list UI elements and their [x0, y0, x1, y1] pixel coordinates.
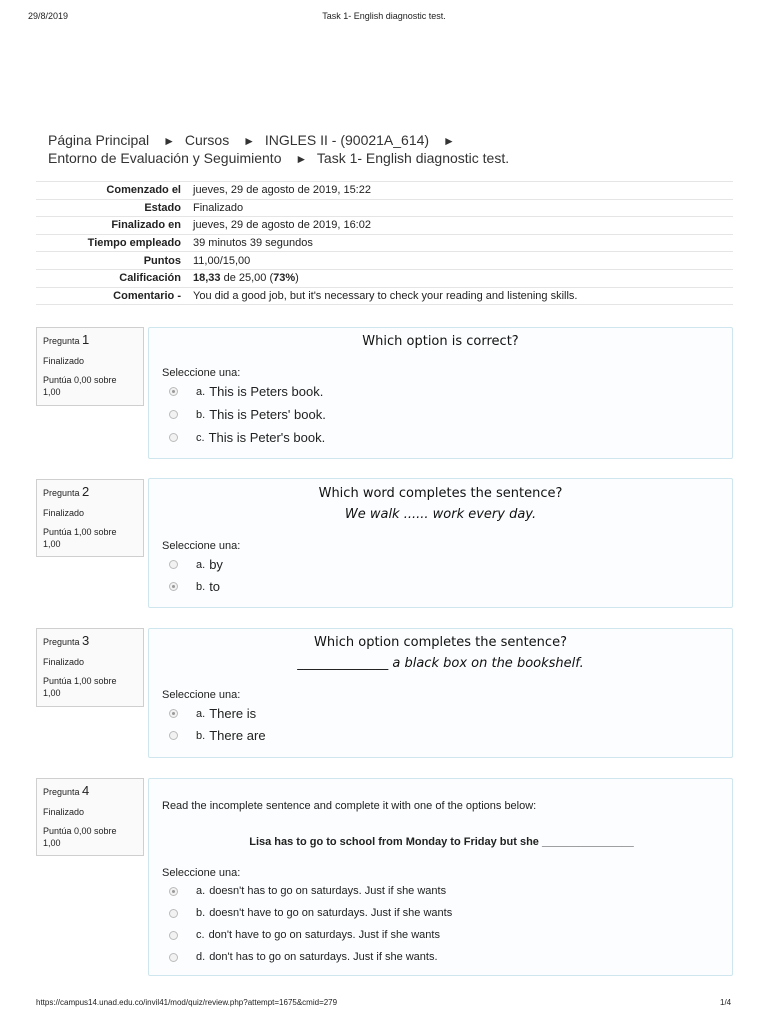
radio-icon[interactable] [169, 387, 178, 396]
question-box-1 [148, 327, 733, 459]
summary-label: Calificación [119, 272, 181, 285]
option-letter: b. [196, 580, 206, 593]
question-max: 1,00 [43, 688, 61, 698]
option-c[interactable] [169, 929, 440, 941]
question-box-4 [148, 778, 733, 976]
question-info-4 [36, 778, 144, 856]
question-label: Pregunta [43, 336, 80, 346]
question-title: Which word completes the sentence? [318, 486, 563, 501]
breadcrumb-course-link[interactable]: INGLES II - (90021A_614) [264, 132, 430, 148]
grade-score: 18,33 [193, 272, 221, 285]
question-box-3 [148, 628, 733, 758]
select-one-label: Seleccione una: [162, 540, 241, 552]
summary-value [189, 269, 733, 287]
question-sentence: Lisa has to go to school from Monday to Friday but she _______________ [249, 836, 634, 848]
option-letter: c. [196, 431, 205, 444]
summary-row-comment [36, 287, 733, 305]
question-title: Which option is correct? [362, 334, 519, 349]
radio-icon[interactable] [169, 887, 178, 896]
summary-row-points [36, 252, 733, 270]
summary-label: Puntos [143, 254, 181, 267]
print-url: https://campus14.unad.edu.co/invil41/mod/quiz/review.php?attempt=1675&cmid=279 [36, 998, 338, 1007]
option-text: to [209, 579, 221, 594]
option-b[interactable] [169, 728, 266, 743]
summary-row-started [36, 182, 733, 200]
option-c[interactable] [169, 430, 325, 445]
select-one-label: Seleccione una: [162, 367, 241, 379]
option-a[interactable] [169, 706, 256, 721]
option-d[interactable] [169, 951, 438, 963]
summary-label: Comenzado el [106, 184, 181, 197]
summary-label: Finalizado en [111, 219, 181, 232]
question-max: 1,00 [43, 387, 61, 397]
print-title: Task 1- English diagnostic test. [322, 11, 446, 21]
summary-value: 39 minutos 39 segundos [193, 237, 313, 250]
summary-label: Comentario - [113, 289, 181, 302]
breadcrumb-courses-link[interactable]: Cursos [184, 132, 230, 148]
option-letter: d. [196, 951, 206, 963]
summary-label: Tiempo empleado [87, 237, 181, 250]
option-letter: b. [196, 408, 206, 421]
question-subtitle: We walk ...... work every day. [344, 507, 537, 522]
question-number: 4 [82, 783, 90, 798]
option-text: This is Peters book. [209, 384, 324, 399]
question-intro: Read the incomplete sentence and complete it with one of the options below: [162, 800, 537, 812]
question-info-2 [36, 479, 144, 557]
question-label: Pregunta [43, 637, 80, 647]
question-status: Finalizado [43, 508, 85, 518]
question-title: Which option completes the sentence? [314, 635, 567, 650]
radio-icon[interactable] [169, 953, 178, 962]
breadcrumb-section-link[interactable]: Entorno de Evaluación y Seguimiento [48, 150, 282, 166]
option-text: This is Peters' book. [209, 407, 326, 422]
question-subtitle: ______________ a black box on the bookshelf. [297, 656, 584, 671]
option-text: There are [209, 728, 266, 743]
radio-icon[interactable] [169, 433, 178, 442]
option-text: by [209, 557, 223, 572]
question-score: Puntúa 1,00 sobre [43, 676, 117, 686]
question-status: Finalizado [43, 657, 85, 667]
breadcrumb-arrow-icon: ► [295, 152, 308, 166]
select-one-label: Seleccione una: [162, 689, 241, 701]
radio-icon[interactable] [169, 709, 178, 718]
radio-icon[interactable] [169, 582, 178, 591]
question-info-3 [36, 628, 144, 707]
grade-percent: 73% [273, 272, 296, 285]
question-max: 1,00 [43, 838, 61, 848]
breadcrumb-arrow-icon: ► [442, 134, 455, 148]
radio-icon[interactable] [169, 931, 178, 940]
radio-icon[interactable] [169, 410, 178, 419]
question-score: Puntúa 0,00 sobre [43, 375, 117, 385]
question-status: Finalizado [43, 356, 85, 366]
question-label: Pregunta [43, 488, 80, 498]
option-a[interactable] [169, 557, 223, 572]
summary-row-grade [36, 269, 733, 287]
option-b[interactable] [169, 579, 220, 594]
option-text: don't have to go on saturdays. Just if she wants [208, 929, 440, 941]
select-one-label: Seleccione una: [162, 867, 241, 879]
option-a[interactable] [169, 885, 446, 897]
option-letter: b. [196, 729, 206, 742]
grade-mid: de 25,00 ( [220, 272, 274, 285]
option-letter: a. [196, 707, 206, 720]
print-date: 29/8/2019 [28, 11, 69, 21]
radio-icon[interactable] [169, 909, 178, 918]
option-text: This is Peter's book. [208, 430, 326, 445]
summary-row-time [36, 234, 733, 252]
radio-icon[interactable] [169, 560, 178, 569]
summary-label: Estado [144, 201, 181, 214]
option-b[interactable] [169, 907, 452, 919]
question-box-2 [148, 478, 733, 608]
breadcrumb-home-link[interactable]: Página Principal [48, 132, 150, 148]
summary-value: jueves, 29 de agosto de 2019, 16:02 [193, 219, 371, 232]
option-letter: a. [196, 558, 206, 571]
question-info-1 [36, 327, 144, 406]
attempt-summary-table [36, 181, 733, 305]
option-letter: a. [196, 385, 206, 398]
breadcrumb [48, 132, 728, 168]
option-b[interactable] [169, 407, 326, 422]
summary-row-finished [36, 217, 733, 235]
option-text: doesn't have to go on saturdays. Just if she wants [209, 907, 453, 919]
question-max: 1,00 [43, 539, 61, 549]
question-number: 3 [82, 633, 90, 648]
summary-value: You did a good job, but it's necessary to check your reading and listening skills. [193, 289, 578, 302]
option-text: doesn't has to go on saturdays. Just if she wants [209, 885, 447, 897]
breadcrumb-arrow-icon: ► [163, 134, 175, 148]
option-letter: c. [196, 929, 205, 941]
question-number: 1 [82, 332, 90, 347]
breadcrumb-current-link[interactable]: Task 1- English diagnostic test. [316, 150, 510, 166]
question-status: Finalizado [43, 807, 85, 817]
radio-icon[interactable] [169, 731, 178, 740]
summary-row-state [36, 199, 733, 217]
print-page-number: 1/4 [720, 998, 732, 1007]
question-label: Pregunta [43, 787, 80, 797]
option-a[interactable] [169, 384, 323, 399]
summary-value: 11,00/15,00 [193, 254, 251, 267]
grade-end: ) [295, 272, 299, 285]
option-letter: a. [196, 885, 206, 897]
question-number: 2 [82, 484, 90, 499]
option-text: There is [209, 706, 257, 721]
breadcrumb-arrow-icon: ► [243, 134, 255, 148]
option-text: don't has to go on saturdays. Just if she wants. [209, 951, 438, 963]
summary-value: Finalizado [193, 201, 244, 214]
option-letter: b. [196, 907, 206, 919]
question-score: Puntúa 0,00 sobre [43, 826, 117, 836]
summary-value: jueves, 29 de agosto de 2019, 15:22 [193, 184, 371, 197]
question-score: Puntúa 1,00 sobre [43, 527, 117, 537]
